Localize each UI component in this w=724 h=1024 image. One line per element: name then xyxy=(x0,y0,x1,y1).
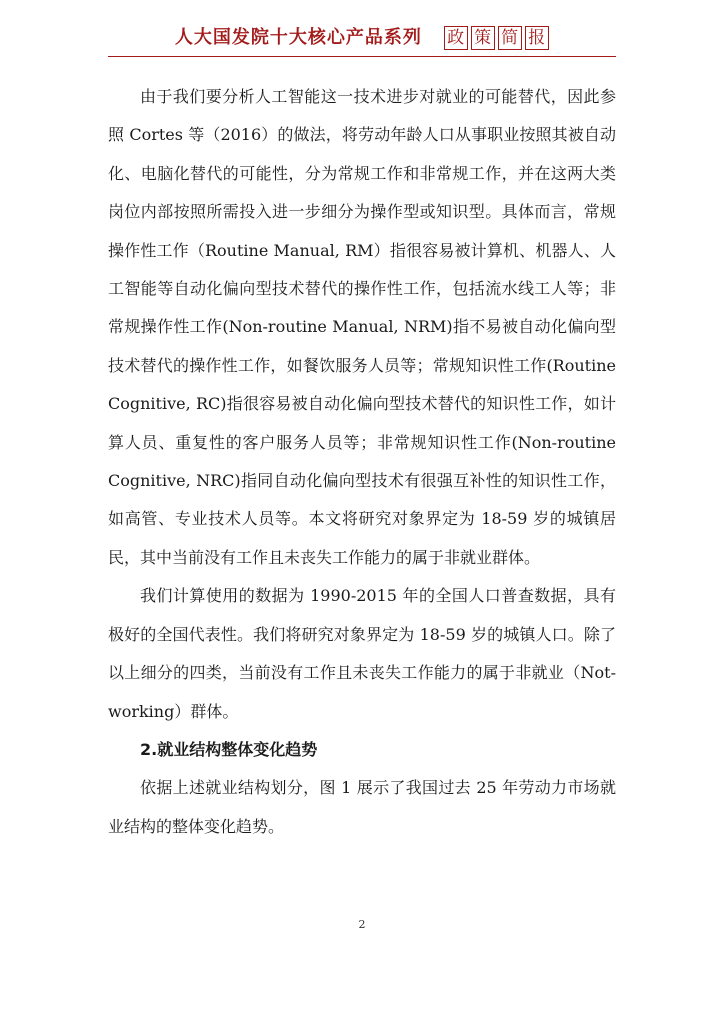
policy-brief-stamp xyxy=(441,26,549,50)
stamp-char: 政 xyxy=(444,26,468,50)
page-header xyxy=(0,26,724,50)
stamp-char: 报 xyxy=(525,26,549,50)
series-title: 人大国发院十大核心产品系列 xyxy=(174,27,422,48)
page-number: 2 xyxy=(358,918,366,931)
stamp-char: 策 xyxy=(471,26,495,50)
stamp-char: 简 xyxy=(498,26,522,50)
document-body xyxy=(108,78,616,846)
section-heading: 2.就业结构整体变化趋势 xyxy=(140,739,318,759)
header-divider xyxy=(108,56,616,57)
body-paragraph: 由于我们要分析人工智能这一技术进步对就业的可能替代，因此参照 Cortes 等（2016）的做法，将劳动年龄人口从事职业按照其被自动化、电脑化替代的可能性，分为常规工作和非常规工作，并在这两大类岗位内部按照所需投入进一步细分为操作型或知识型。具体而言，常规操作性工作（Routine Manual, RM）指很容易被计算机、机器人、人工智能等自动化偏向型技术替代的操作性工作，包括流水线工人等；非常规操作性工作(Non-routine Manual, NRM)指不易被自动化偏向型技术替代的操作性工作，如餐饮服务人员等；常规知识性工作(Routine Cognitive, RC)指很容易被自动化偏向型技术替代的知识性工作，如计算人员、重复性的客户服务人员等；非常规知识性工作(Non-routine Cognitive, NRC)指同自动化偏向型技术有很强互补性的知识性工作，如高管、专业技术人员等。本文将研究对象界定为 18-59 岁的城镇居民，其中当前没有工作且未丧失工作能力的属于非就业群体。 xyxy=(108,87,616,567)
body-paragraph: 依据上述就业结构划分，图 1 展示了我国过去 25 年劳动力市场就业结构的整体变化趋势。 xyxy=(108,778,616,836)
body-paragraph: 我们计算使用的数据为 1990-2015 年的全国人口普查数据，具有极好的全国代表性。我们将研究对象界定为 18-59 岁的城镇人口。除了以上细分的四类，当前没有工作且未丧失工作能力的属于非就业（Not-working）群体。 xyxy=(108,586,616,721)
